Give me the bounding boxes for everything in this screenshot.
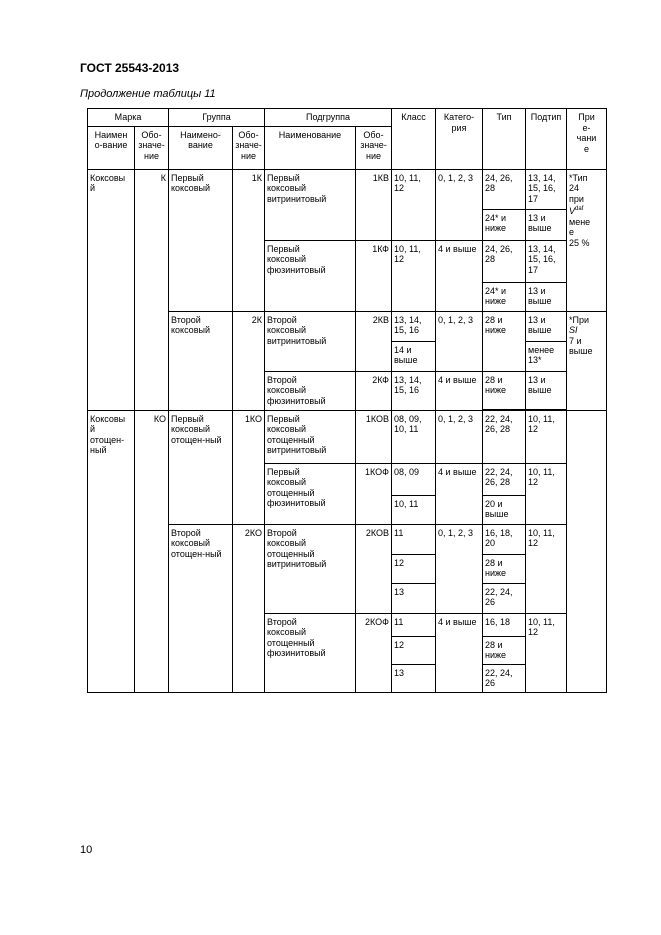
cell-text-line: 15, 16, bbox=[528, 183, 556, 193]
cell-text-line: Второй bbox=[171, 527, 201, 538]
podtip-cell bbox=[526, 341, 567, 371]
klass-cell bbox=[392, 311, 436, 341]
cell-text-line: 22, 24, bbox=[485, 413, 513, 424]
header-gruppa-name bbox=[169, 126, 233, 169]
gruppa-name-cell bbox=[169, 169, 233, 311]
cell-text-line: ниже bbox=[485, 568, 507, 578]
cell-text-line: чани bbox=[576, 133, 597, 143]
table-caption: Продолжение таблицы 11 bbox=[80, 88, 216, 100]
header-klass: Класс bbox=[392, 109, 436, 170]
gruppa-name-cell bbox=[169, 524, 233, 692]
cell-text-line: фюзинитовый bbox=[267, 264, 326, 275]
cell-text-line: 26, 28 bbox=[485, 477, 511, 487]
cell-text-line: ниже bbox=[485, 385, 507, 395]
klass-cell: 12 bbox=[392, 554, 436, 583]
cell-text-line: Второй bbox=[171, 314, 201, 325]
cell-text-line: коксовый bbox=[171, 538, 210, 548]
tip-cell bbox=[483, 371, 526, 409]
cell-text-line: 15, 16, bbox=[528, 254, 556, 264]
tip-cell: 16, 18 bbox=[483, 613, 526, 636]
cell-text-line: 26, 28 bbox=[485, 424, 511, 434]
cell-text-line: 14 и bbox=[394, 344, 412, 355]
klass-cell bbox=[392, 240, 436, 311]
cell-text-line: Коксовы bbox=[90, 172, 126, 183]
cell-text-line: 12 bbox=[528, 424, 539, 434]
cell-text-line: рия bbox=[451, 122, 467, 133]
note-line: *При bbox=[569, 314, 590, 325]
cell-text-line: 13* bbox=[528, 355, 542, 365]
klass-cell bbox=[392, 341, 436, 371]
cell-text-line: е bbox=[583, 143, 589, 154]
cell-text-line: витринитовый bbox=[267, 559, 327, 569]
header-row bbox=[88, 109, 607, 127]
gruppa-name-cell bbox=[169, 311, 233, 410]
note-line bbox=[569, 325, 604, 336]
cell-text-line: 13, 14, bbox=[528, 243, 556, 254]
podtip-cell bbox=[526, 240, 567, 282]
cell-text-line: фюзинитовый bbox=[267, 648, 326, 658]
gruppa-code-cell: 1КО bbox=[233, 410, 265, 524]
marka-name-cell bbox=[88, 410, 135, 692]
cell-text-line: коксовый bbox=[267, 183, 306, 193]
tip-cell bbox=[483, 240, 526, 282]
klass-cell: 13 bbox=[392, 664, 436, 692]
marka-name-cell bbox=[88, 169, 135, 410]
header-marka: Марка bbox=[88, 109, 169, 127]
header-gruppa: Группа bbox=[169, 109, 265, 127]
cell-text-line: ние bbox=[143, 150, 159, 161]
cell-text-line: 16, 18, bbox=[485, 527, 513, 538]
cell-text-line: 12 bbox=[528, 627, 539, 637]
klass-cell: 11 bbox=[392, 524, 436, 554]
cell-text-line: 10, 11, bbox=[394, 172, 421, 183]
cell-text-line: коксовый bbox=[267, 477, 306, 487]
note-volatile-symbol: V bbox=[569, 206, 576, 216]
kategoriya-cell: 4 и выше bbox=[436, 613, 483, 692]
cell-text-line: фюзинитовый bbox=[267, 498, 326, 508]
tip-cell bbox=[483, 524, 526, 554]
cell-text-line: о-вание bbox=[94, 140, 128, 150]
cell-text-line: Второй bbox=[267, 374, 297, 385]
podgruppa-name-cell bbox=[265, 463, 356, 524]
cell-text-line: Обо- bbox=[141, 129, 162, 140]
note-line: выше bbox=[569, 346, 593, 356]
podgruppa-name-cell bbox=[265, 613, 356, 692]
note-line: 24 bbox=[569, 183, 580, 193]
cell-text-line: коксовый bbox=[171, 325, 210, 335]
note-cell bbox=[567, 311, 607, 410]
cell-text-line: Второй bbox=[267, 314, 297, 325]
cell-text-line: фюзинитовый bbox=[267, 395, 326, 406]
tip-cell bbox=[483, 282, 526, 311]
header-podgruppa-name: Наименование bbox=[265, 126, 356, 169]
cell-text-line: 17 bbox=[528, 193, 539, 204]
note-line: е bbox=[569, 227, 575, 237]
page-number: 10 bbox=[80, 844, 93, 856]
cell-text-line: коксовый bbox=[267, 254, 306, 264]
podtip-cell bbox=[526, 613, 567, 692]
kategoriya-cell: 0, 1, 2, 3 bbox=[436, 311, 483, 371]
cell-text-line: ние bbox=[365, 150, 381, 161]
cell-text-line: 20 и bbox=[485, 498, 503, 509]
cell-text-line: Наимен bbox=[94, 129, 128, 140]
cell-text-line: Второй bbox=[267, 616, 297, 627]
cell-text-line: е- bbox=[582, 122, 591, 133]
gruppa-code-cell: 2К bbox=[233, 311, 265, 410]
note-line: 7 и bbox=[569, 335, 582, 346]
cell-text-line: При bbox=[578, 112, 595, 122]
marka-code-cell: КО bbox=[135, 410, 169, 692]
cell-text-line: ние bbox=[240, 150, 256, 161]
cell-text-line: отощен-ный bbox=[171, 548, 222, 559]
cell-text-line: менее bbox=[528, 344, 555, 355]
cell-text-line: 24* и bbox=[485, 285, 507, 296]
header-tip: Тип bbox=[483, 109, 526, 170]
klass-cell: 08, 09 bbox=[392, 463, 436, 495]
cell-text-line: отощенный bbox=[267, 487, 315, 498]
tip-cell bbox=[483, 583, 526, 613]
cell-text-line: 13, 14, bbox=[394, 374, 422, 385]
cell-text-line: 17 bbox=[528, 264, 539, 275]
cell-text-line: 13 и bbox=[528, 212, 546, 223]
cell-text-line: значе- bbox=[360, 140, 387, 150]
cell-text-line: выше bbox=[485, 509, 509, 519]
cell-text-line: вание bbox=[188, 140, 213, 150]
podtip-cell bbox=[526, 463, 567, 524]
cell-text-line: 10, 11, bbox=[528, 466, 555, 477]
table-row bbox=[88, 410, 607, 463]
cell-text-line: 15, 16 bbox=[394, 385, 420, 395]
cell-text-line: ниже bbox=[485, 296, 507, 306]
klass-cell bbox=[392, 371, 436, 410]
podgruppa-name-cell bbox=[265, 169, 356, 240]
cell-text-line: 12 bbox=[394, 254, 405, 264]
cell-text-line: Первый bbox=[267, 466, 300, 477]
cell-text-line: 10, 11, bbox=[528, 527, 555, 538]
cell-text-line: Наимено- bbox=[180, 129, 221, 140]
cell-text-line: отощенный bbox=[267, 434, 315, 445]
cell-text-line: витринитовый bbox=[267, 335, 327, 346]
cell-text-line: Обо- bbox=[238, 129, 259, 140]
cell-text-line: витринитовый bbox=[267, 445, 327, 455]
cell-text-line: 24* и bbox=[485, 212, 507, 223]
cell-text-line: выше bbox=[528, 385, 552, 395]
podtip-cell bbox=[526, 311, 567, 341]
cell-text-line: 13, 14, bbox=[528, 172, 556, 183]
cell-text-line: 28 и bbox=[485, 374, 503, 385]
gruppa-code-cell: 1К bbox=[233, 169, 265, 311]
tip-cell bbox=[483, 410, 526, 463]
tip-cell bbox=[483, 311, 526, 371]
tip-cell bbox=[483, 495, 526, 524]
cell-text-line: 22, 24, bbox=[485, 667, 513, 678]
gruppa-name-cell bbox=[169, 410, 233, 524]
note-line: мене bbox=[569, 216, 591, 227]
cell-text-line: значе- bbox=[235, 140, 262, 150]
cell-text-line: 28 и bbox=[485, 639, 503, 650]
podgruppa-code-cell: 1КОВ bbox=[356, 410, 392, 463]
note-superscript: daf bbox=[575, 206, 584, 212]
cell-text-line: отощенный bbox=[267, 637, 315, 648]
note-cell-empty bbox=[567, 410, 607, 692]
document-code: ГОСТ 25543-2013 bbox=[80, 61, 180, 75]
header-marka-code bbox=[135, 126, 169, 169]
cell-text-line: 12 bbox=[528, 477, 539, 487]
tip-cell bbox=[483, 463, 526, 495]
cell-text-line: коксовый bbox=[267, 424, 306, 434]
klass-cell: 10, 11 bbox=[392, 495, 436, 524]
cell-text-line: ниже bbox=[485, 325, 507, 335]
cell-text-line: 10, 11 bbox=[394, 424, 419, 434]
podtip-cell bbox=[526, 209, 567, 240]
cell-text-line: 13 и bbox=[528, 285, 546, 296]
cell-text-line: выше bbox=[528, 296, 552, 306]
cell-text-line: 10, 11, bbox=[528, 616, 555, 627]
cell-text-line: й bbox=[90, 424, 96, 434]
cell-text-line: 08, 09, bbox=[394, 413, 422, 424]
cell-text-line: 28 и bbox=[485, 557, 503, 568]
cell-text-line: Второй bbox=[267, 527, 297, 538]
cell-text-line: Первый bbox=[171, 172, 204, 183]
note-line: 25 % bbox=[569, 237, 590, 248]
header-podtip: Подтип bbox=[526, 109, 567, 170]
podgruppa-code-cell: 2КФ bbox=[356, 371, 392, 410]
cell-text-line: значе- bbox=[138, 140, 165, 150]
cell-text-line: 24, 26, bbox=[485, 243, 513, 254]
cell-text-line: Первый bbox=[267, 243, 300, 254]
cell-text-line: Коксовы bbox=[90, 413, 126, 424]
podtip-cell bbox=[526, 282, 567, 311]
table-row bbox=[88, 169, 607, 209]
cell-text-line: 20 bbox=[485, 538, 496, 548]
header-primechanie bbox=[567, 109, 607, 170]
podgruppa-name-cell bbox=[265, 410, 356, 463]
tip-cell bbox=[483, 209, 526, 240]
cell-text-line: 12 bbox=[394, 183, 405, 193]
cell-text-line: 10, 11, bbox=[394, 243, 421, 254]
cell-text-line: отощенный bbox=[267, 548, 315, 559]
cell-text-line: 28 bbox=[485, 254, 496, 264]
podgruppa-code-cell: 2КВ bbox=[356, 311, 392, 371]
klass-cell bbox=[392, 169, 436, 240]
podgruppa-code-cell: 1КФ bbox=[356, 240, 392, 311]
podtip-cell bbox=[526, 371, 567, 409]
cell-text-line: коксовый bbox=[171, 183, 210, 193]
note-line bbox=[569, 204, 604, 217]
tip-cell bbox=[483, 636, 526, 664]
podtip-cell bbox=[526, 410, 567, 463]
note-line: *Тип bbox=[569, 172, 588, 183]
podgruppa-name-cell bbox=[265, 371, 356, 410]
marka-code-cell: К bbox=[135, 169, 169, 410]
podgruppa-name-cell bbox=[265, 524, 356, 613]
cell-text-line: выше bbox=[528, 325, 552, 335]
cell-text-line: 26 bbox=[485, 678, 496, 688]
cell-text-line: Первый bbox=[267, 172, 300, 183]
cell-text-line: Обо- bbox=[363, 129, 384, 140]
cell-text-line: отощен- bbox=[90, 434, 125, 445]
cell-text-line: витринитовый bbox=[267, 193, 327, 204]
cell-text-line: 28 bbox=[485, 183, 496, 193]
tip-cell bbox=[483, 169, 526, 209]
gruppa-code-cell: 2КО bbox=[233, 524, 265, 692]
cell-text-line: коксовый bbox=[171, 424, 210, 434]
cell-text-line: ниже bbox=[485, 223, 507, 233]
header-podgruppa-code bbox=[356, 126, 392, 169]
cell-text-line: 13 и bbox=[528, 314, 546, 325]
podgruppa-code-cell: 2КОФ bbox=[356, 613, 392, 692]
podgruppa-code-cell: 2КОВ bbox=[356, 524, 392, 613]
header-marka-name bbox=[88, 126, 135, 169]
kategoriya-cell: 4 и выше bbox=[436, 240, 483, 311]
cell-text-line: 13 и bbox=[528, 374, 546, 385]
cell-text-line: 28 и bbox=[485, 314, 503, 325]
cell-text-line: 24, 26, bbox=[485, 172, 513, 183]
klass-cell: 13 bbox=[392, 583, 436, 613]
kategoriya-cell: 4 и выше bbox=[436, 463, 483, 524]
cell-text-line: коксовый bbox=[267, 627, 306, 637]
cell-text-line: Первый bbox=[267, 413, 300, 424]
cell-text-line: Первый bbox=[171, 413, 204, 424]
kategoriya-cell: 0, 1, 2, 3 bbox=[436, 410, 483, 463]
klass-cell: 12 bbox=[392, 636, 436, 664]
podgruppa-code-cell: 1КОФ bbox=[356, 463, 392, 524]
note-cell bbox=[567, 169, 607, 311]
kategoriya-cell: 0, 1, 2, 3 bbox=[436, 524, 483, 613]
podgruppa-name-cell bbox=[265, 240, 356, 311]
cell-text-line: коксовый bbox=[267, 538, 306, 548]
cell-text-line: коксовый bbox=[267, 385, 306, 395]
cell-text-line: 15, 16 bbox=[394, 325, 420, 335]
cell-text-line: ный bbox=[90, 445, 107, 455]
klass-cell: 11 bbox=[392, 613, 436, 636]
tip-cell bbox=[483, 664, 526, 692]
header-podgruppa: Подгруппа bbox=[265, 109, 392, 127]
podgruppa-name-cell bbox=[265, 311, 356, 371]
header-gruppa-code bbox=[233, 126, 265, 169]
cell-text-line: 10, 11, bbox=[528, 413, 555, 424]
cell-text-line: 13, 14, bbox=[394, 314, 422, 325]
podgruppa-code-cell: 1КВ bbox=[356, 169, 392, 240]
kategoriya-cell: 4 и выше bbox=[436, 371, 483, 410]
note-si-symbol: SI bbox=[569, 325, 578, 335]
klass-cell bbox=[392, 410, 436, 463]
cell-text-line: выше bbox=[528, 223, 552, 233]
header-kategoriya bbox=[436, 109, 483, 170]
cell-text-line: 12 bbox=[528, 538, 539, 548]
cell-text-line: Катего- bbox=[443, 112, 475, 122]
podtip-cell bbox=[526, 169, 567, 209]
cell-text-line: 26 bbox=[485, 597, 496, 607]
cell-text-line: 22, 24, bbox=[485, 586, 513, 597]
cell-text-line: выше bbox=[394, 355, 418, 365]
cell-text-line: ниже bbox=[485, 650, 507, 660]
note-line: при bbox=[569, 193, 584, 204]
cell-text-line: отощен-ный bbox=[171, 434, 222, 445]
cell-text-line: коксовый bbox=[267, 325, 306, 335]
classification-table bbox=[87, 108, 607, 693]
podtip-cell bbox=[526, 524, 567, 613]
cell-text-line: 22, 24, bbox=[485, 466, 513, 477]
cell-text-line: й bbox=[90, 183, 96, 193]
kategoriya-cell: 0, 1, 2, 3 bbox=[436, 169, 483, 240]
tip-cell bbox=[483, 554, 526, 583]
